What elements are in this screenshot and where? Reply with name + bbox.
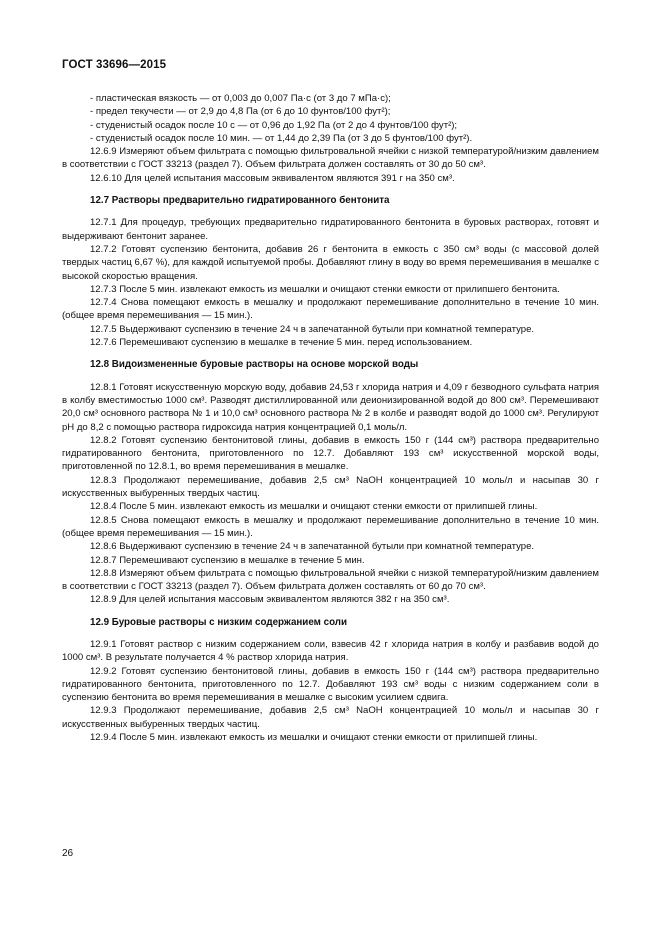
paragraph-12-8-8: 12.8.8 Измеряют объем фильтрата с помощью фильтровальной ячейки с низкой температурой/низким давлением в соответствии с ГОСТ 33213 (раздел 7). Объем фильтрата должен составлять от 60 до 70 см³.	[62, 567, 599, 593]
list-item-gel-10min: - студенистый осадок после 10 мин. — от 1,44 до 2,39 Па (от 3 до 5 фунтов/100 фут²).	[90, 132, 473, 144]
paragraph-12-7-4: 12.7.4 Снова помещают емкость в мешалку и продолжают перемешивание дополнительно в течение 10 мин. (общее время перемешивания — 15 мин.).	[62, 297, 599, 322]
list-item-gel-10s: - студенистый осадок после 10 с — от 0,96 до 1,92 Па (от 2 до 4 фунтов/100 фут²);	[90, 119, 458, 131]
paragraph-12-9-1: 12.9.1 Готовят раствор с низким содержанием соли, взвесив 42 г хлорида натрия в колбу и разбавив водой до 1000 см³. В результате получается 4 % раствор хлорида натрия.	[62, 638, 599, 664]
paragraph-12-7-2: 12.7.2 Готовят суспензию бентонита, добавив 26 г бентонита в емкость с 350 см³ воды (с массовой долей твердых частиц 6,67 %), для каждой испытуемой пробы. Добавляют глину в воду во время перемешивания в мешалке с высокой скоростью вращения.	[62, 243, 599, 282]
paragraph-12-8-1: 12.8.1 Готовят искусственную морскую воду, добавив 24,53 г хлорида натрия и 4,09 г безводного сульфата натрия в колбу вместимостью 1000 см³. Разводят дистиллированной или деионизированной водой до 800 см³. Перемешивают 20,0 см³ основного раствора № 1 и 10,0 см³ основного раствора № 2 в колбе и разводят водой до 1000 см³. Регулируют pH до 8,2 с помощью раствора гидроксида натрия концентрацией 0,1 моль/л.	[62, 381, 599, 433]
heading-12-8: 12.8 Видоизмененные буровые растворы на основе морской воды	[90, 359, 419, 371]
paragraph-12-7-1: 12.7.1 Для процедур, требующих предварительно гидратированного бентонита в буровых растворах, готовят и выдерживают бентонит заранее.	[62, 217, 599, 242]
page-body	[62, 92, 599, 744]
paragraph-12-6-9: 12.6.9 Измеряют объем фильтрата с помощью фильтровальной ячейки с низкой температурой/низким давлением в соответствии с ГОСТ 33213 (раздел 7). Объем фильтрата должен составлять от 30 до 50 см³.	[62, 146, 599, 171]
paragraph-12-7-5: 12.7.5 Выдерживают суспензию в течение 24 ч в запечатанной бутыли при комнатной температуре.	[90, 323, 535, 335]
paragraph-12-9-2: 12.9.2 Готовят суспензию бентонитовой глины, добавив в емкость 150 г (144 см³) раствора предварительно гидратированного бентонита, приготовленного по 12.7. Добавляют 193 см³ воды с низким содержанием соли в суспензию бентонита во время перемешивания в мешалке с высоким усилием сдвига.	[62, 665, 599, 704]
paragraph-12-9-4: 12.9.4 После 5 мин. извлекают емкость из мешалки и очищают стенки емкости от прилипшей глины.	[90, 732, 538, 744]
paragraph-12-7-6: 12.7.6 Перемешивают суспензию в мешалке в течение 5 мин. перед использованием.	[90, 337, 473, 349]
list-item-plastic-viscosity: - пластическая вязкость — от 0,003 до 0,007 Па·с (от 3 до 7 мПа·с);	[90, 93, 391, 104]
paragraph-12-8-4: 12.8.4 После 5 мин. извлекают емкость из мешалки и очищают стенки емкости от прилипшей глины.	[90, 501, 538, 513]
paragraph-12-8-2: 12.8.2 Готовят суспензию бентонитовой глины, добавив в емкость 150 г (144 см³) раствора предварительно гидратированного бентонита, приготовленного по 12.7. Добавляют 193 см³ искусственной морской воды, приготовленной по 12.8.1, во время перемешивания в мешалке.	[62, 434, 599, 473]
paragraph-12-7-3: 12.7.3 После 5 мин. извлекают емкость из мешалки и очищают стенки емкости от прилипшего бентонита.	[90, 283, 560, 295]
paragraph-12-8-5: 12.8.5 Снова помещают емкость в мешалку и продолжают перемешивание дополнительно в течение 10 мин. (общее время перемешивания — 15 мин.).	[62, 514, 599, 539]
document-header: ГОСТ 33696—2015	[62, 59, 167, 71]
paragraph-12-8-3: 12.8.3 Продолжают перемешивание, добавив 2,5 см³ NaOH концентрацией 10 моль/л и насыпав 30 г искусственных выбуренных твердых частиц.	[62, 474, 599, 500]
paragraph-12-8-7: 12.8.7 Перемешивают суспензию в мешалке в течение 5 мин.	[90, 554, 365, 566]
page-number: 26	[62, 848, 74, 859]
paragraph-12-8-9: 12.8.9 Для целей испытания массовым эквивалентом являются 382 г на 350 см³.	[90, 594, 450, 606]
paragraph-12-9-3: 12.9.3 Продолжают перемешивание, добавив 2,5 см³ NaOH концентрацией 10 моль/л и насыпав 30 г искусственных выбуренных твердых частиц.	[62, 705, 599, 730]
paragraph-12-6-10: 12.6.10 Для целей испытания массовым эквивалентом являются 391 г на 350 см³.	[90, 172, 455, 184]
heading-12-9: 12.9 Буровые растворы с низким содержанием соли	[90, 616, 348, 628]
heading-12-7: 12.7 Растворы предварительно гидратированного бентонита	[90, 195, 390, 207]
list-item-yield-point: - предел текучести — от 2,9 до 4,8 Па (от 6 до 10 фунтов/100 фут²);	[90, 106, 391, 118]
paragraph-12-8-6: 12.8.6 Выдерживают суспензию в течение 24 ч в запечатанной бутыли при комнатной температуре.	[90, 541, 535, 553]
